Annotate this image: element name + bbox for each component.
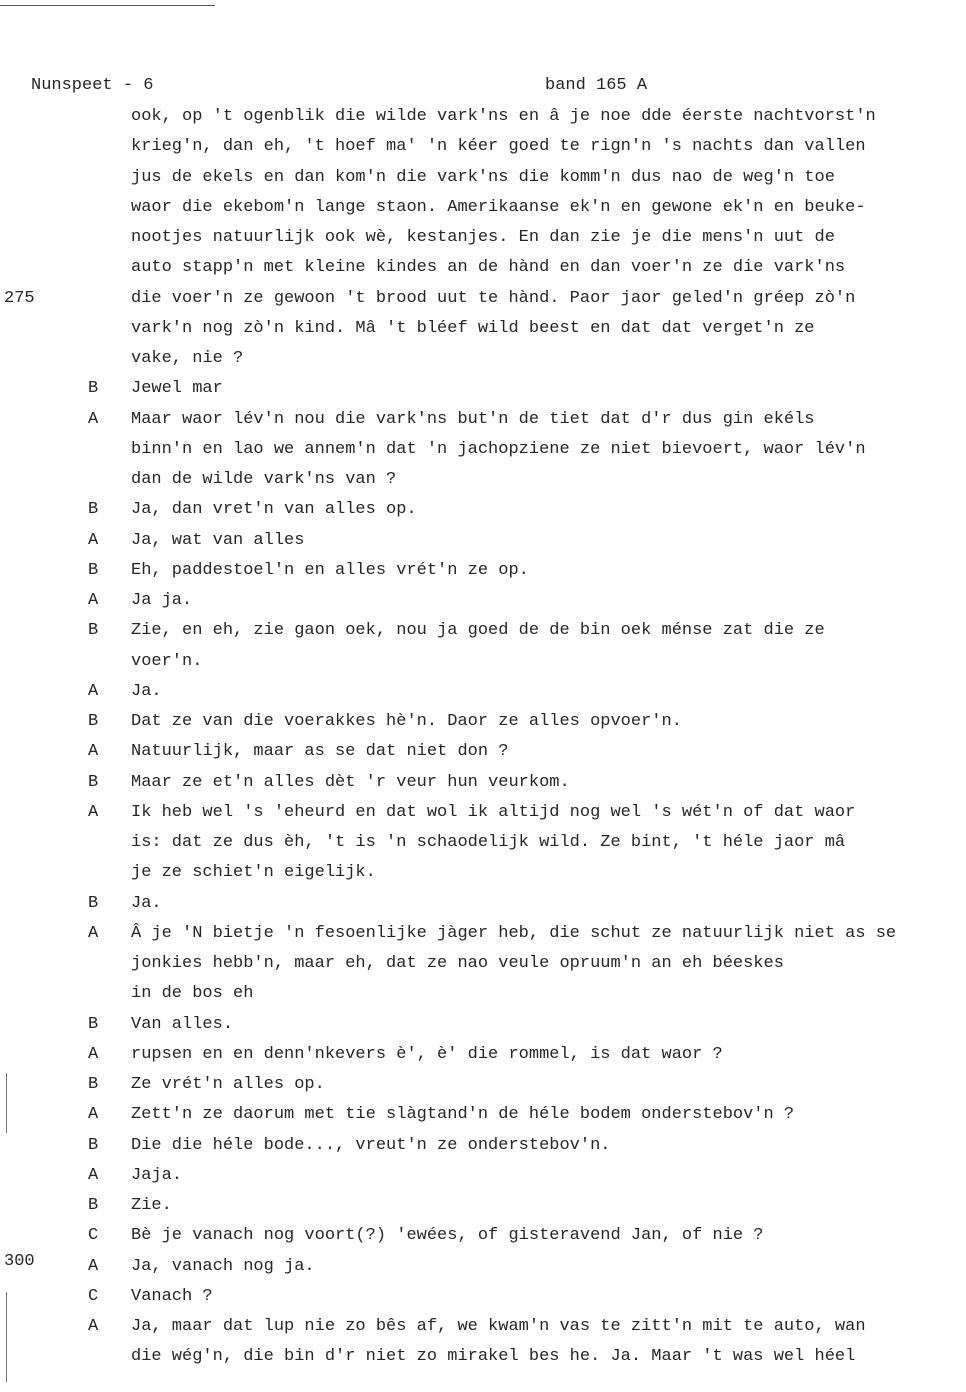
transcript-line: Dat ze van die voerakkes hè'n. Daor ze alles opvoer'n.: [131, 712, 682, 731]
speaker-label: A: [88, 1045, 99, 1064]
transcript-line: Jewel mar: [131, 379, 223, 398]
header-location: Nunspeet - 6: [31, 76, 154, 95]
transcript-line: Van alles.: [131, 1015, 234, 1034]
speaker-label: A: [88, 1105, 99, 1124]
transcript-line: Zie.: [131, 1196, 172, 1215]
speaker-label: A: [88, 1166, 99, 1185]
speaker-label: B: [88, 379, 99, 398]
transcript-line: Zett'n ze daorum met tie slàgtand'n de héle bodem onderstebov'n ?: [131, 1105, 795, 1124]
transcript-line: Ja, maar dat lup nie zo bês af, we kwam'n vas te zitt'n mit te auto, wan: [131, 1317, 866, 1336]
transcript-line: voer'n.: [131, 652, 203, 671]
transcript-line: nootjes natuurlijk ook wè, kestanjes. En dan zie je die mens'n uut de: [131, 228, 835, 247]
speaker-label: A: [88, 924, 99, 943]
margin-mark: [6, 1073, 7, 1133]
speaker-label: B: [88, 1196, 99, 1215]
transcript-line: Jaja.: [131, 1166, 183, 1185]
speaker-label: C: [88, 1226, 99, 1245]
margin-mark: [6, 1292, 7, 1382]
speaker-label: B: [88, 500, 99, 519]
transcript-line: Vanach ?: [131, 1287, 213, 1306]
speaker-label: A: [88, 410, 99, 429]
speaker-label: B: [88, 561, 99, 580]
transcript-line: vark'n nog zò'n kind. Mâ 't bléef wild beest en dat dat verget'n ze: [131, 319, 815, 338]
transcript-line: je ze schiet'n eigelijk.: [131, 863, 376, 882]
speaker-label: B: [88, 1015, 99, 1034]
transcript-line: die voer'n ze gewoon 't brood uut te hànd. Paor jaor geled'n gréep zò'n: [131, 289, 856, 308]
transcript-line: ook, op 't ogenblik die wilde vark'ns en â je noe dde éerste nachtvorst'n: [131, 107, 876, 126]
speaker-label: A: [88, 591, 99, 610]
speaker-label: A: [88, 803, 99, 822]
speaker-label: B: [88, 1136, 99, 1155]
speaker-label: A: [88, 1257, 99, 1276]
line-number-300: 300: [4, 1252, 35, 1271]
transcript-line: Bè je vanach nog voort(?) 'ewées, of gisteravend Jan, of nie ?: [131, 1226, 764, 1245]
transcript-line: Ja.: [131, 894, 162, 913]
transcript-line: binn'n en lao we annem'n dat 'n jachopziene ze niet bievoert, waor lév'n: [131, 440, 866, 459]
speaker-label: B: [88, 773, 99, 792]
speaker-label: B: [88, 894, 99, 913]
transcript-line: Ik heb wel 's 'eheurd en dat wol ik altijd nog wel 's wét'n of dat waor: [131, 803, 856, 822]
transcript-line: Eh, paddestoel'n en alles vrét'n ze op.: [131, 561, 529, 580]
speaker-label: B: [88, 1075, 99, 1094]
transcript-line: in de bos eh: [131, 984, 254, 1003]
transcript-line: die wég'n, die bin d'r niet zo mirakel bes he. Ja. Maar 't was wel héel: [131, 1347, 856, 1366]
line-number-275: 275: [4, 289, 35, 308]
transcript-line: jonkies hebb'n, maar eh, dat ze nao veule opruum'n an eh béeskes: [131, 954, 784, 973]
transcript-line: Maar waor lév'n nou die vark'ns but'n de tiet dat d'r dus gin ekéls: [131, 410, 815, 429]
page-header: [0, 0, 966, 100]
speaker-label: B: [88, 621, 99, 640]
transcript-line: Natuurlijk, maar as se dat niet don ?: [131, 742, 509, 761]
speaker-label: A: [88, 531, 99, 550]
speaker-label: C: [88, 1287, 99, 1306]
speaker-label: A: [88, 742, 99, 761]
speaker-label: B: [88, 712, 99, 731]
transcript-line: dan de wilde vark'ns van ?: [131, 470, 397, 489]
transcript-line: rupsen en en denn'nkevers è', è' die rommel, is dat waor ?: [131, 1045, 723, 1064]
speaker-label: A: [88, 682, 99, 701]
transcript-line: Â je 'N bietje 'n fesoenlijke jàger heb, die schut ze natuurlijk niet as se: [131, 924, 897, 943]
transcript-line: Ze vrét'n alles op.: [131, 1075, 325, 1094]
transcript-line: Ja, wat van alles: [131, 531, 305, 550]
header-tape-reference: band 165 A: [545, 76, 648, 95]
transcript-line: is: dat ze dus èh, 't is 'n schaodelijk wild. Ze bint, 't héle jaor mâ: [131, 833, 846, 852]
transcript-line: auto stapp'n met kleine kindes an de hànd en dan voer'n ze die vark'ns: [131, 258, 846, 277]
transcript-line: jus de ekels en dan kom'n die vark'ns die komm'n dus nao de weg'n toe: [131, 168, 835, 187]
transcript-line: Die die héle bode..., vreut'n ze onderstebov'n.: [131, 1136, 611, 1155]
transcript-line: krieg'n, dan eh, 't hoef ma' 'n kéer goed te rign'n 's nachts dan vallen: [131, 137, 866, 156]
transcript-line: waor die ekebom'n lange staon. Amerikaanse ek'n en gewone ek'n en beuke-: [131, 198, 866, 217]
transcript-line: Ja.: [131, 682, 162, 701]
transcript-line: Ja ja.: [131, 591, 193, 610]
speaker-label: A: [88, 1317, 99, 1336]
transcript-line: vake, nie ?: [131, 349, 244, 368]
transcript-line: Maar ze et'n alles dèt 'r veur hun veurkom.: [131, 773, 570, 792]
transcript-line: Zie, en eh, zie gaon oek, nou ja goed de de bin oek ménse zat die ze: [131, 621, 825, 640]
transcript-line: Ja, vanach nog ja.: [131, 1257, 315, 1276]
transcript-line: Ja, dan vret'n van alles op.: [131, 500, 417, 519]
